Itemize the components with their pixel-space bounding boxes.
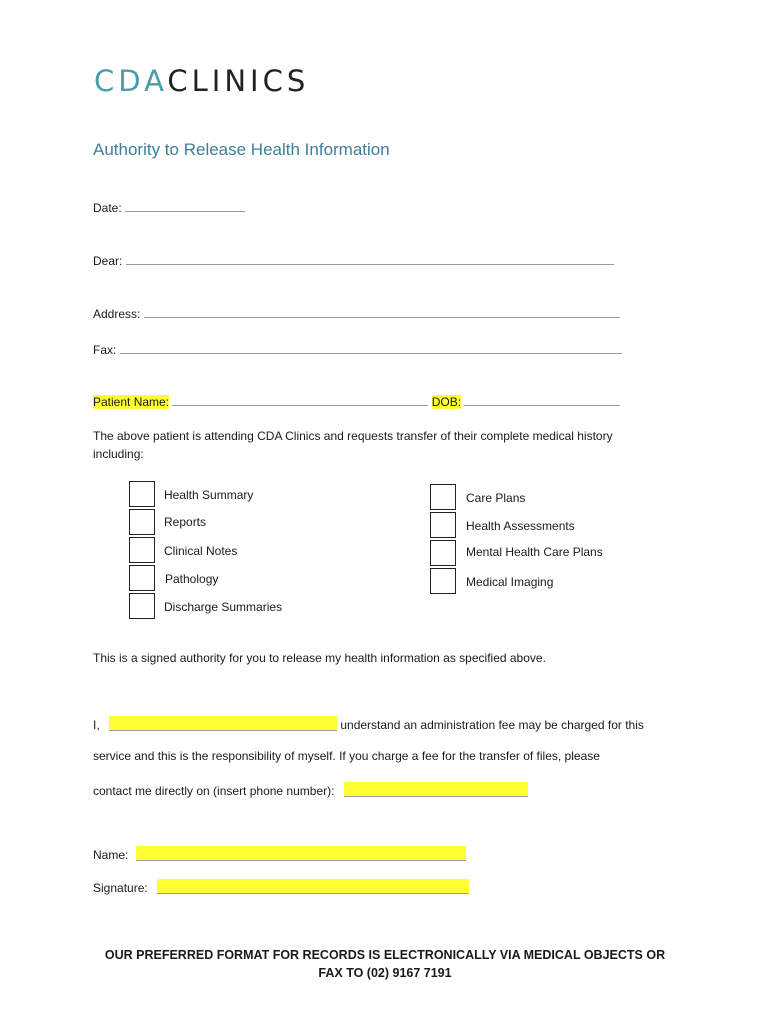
logo-part-cda: CDA — [94, 64, 168, 98]
fee-suffix: understand an administration fee may be charged for this — [340, 718, 644, 732]
name-label: Name: — [93, 848, 129, 862]
label-health-assessments: Health Assessments — [466, 519, 575, 533]
signature-label: Signature: — [93, 881, 148, 895]
date-field[interactable] — [125, 199, 245, 212]
footer-note — [0, 946, 770, 982]
fax-row — [93, 341, 622, 357]
address-field[interactable] — [144, 305, 620, 318]
fee-line-2: service and this is the responsibility of myself. If you charge a fee for the transfer of files, please — [93, 749, 600, 763]
patient-name-field[interactable] — [172, 393, 428, 406]
address-label: Address: — [93, 307, 141, 321]
label-clinical-notes: Clinical Notes — [164, 544, 238, 558]
checkbox-health-assessments[interactable] — [430, 512, 456, 538]
patient-row — [93, 393, 620, 409]
name-row — [93, 846, 466, 862]
address-row — [93, 305, 620, 321]
patient-name-declaration-field[interactable] — [109, 716, 337, 731]
checkbox-discharge-summaries[interactable] — [129, 593, 155, 619]
authority-statement: This is a signed authority for you to release my health information as specified above. — [93, 651, 546, 665]
fee-prefix: I, — [93, 718, 100, 732]
intro-line-2: including: — [93, 447, 144, 461]
signature-row — [93, 879, 469, 895]
label-reports: Reports — [164, 515, 207, 529]
label-pathology: Pathology — [165, 572, 219, 586]
fee-line-3 — [93, 782, 528, 798]
dear-row — [93, 252, 614, 268]
patient-name-label: Patient Name: — [93, 395, 170, 409]
checkbox-medical-imaging[interactable] — [430, 568, 456, 594]
checkbox-mental-health-care-plans[interactable] — [430, 540, 456, 566]
label-care-plans: Care Plans — [466, 491, 526, 505]
date-row — [93, 199, 245, 215]
checkbox-care-plans[interactable] — [430, 484, 456, 510]
footer-line-2: FAX TO (02) 9167 7191 — [318, 966, 452, 980]
dob-label: DOB: — [431, 395, 462, 409]
dear-field[interactable] — [126, 252, 614, 265]
label-health-summary: Health Summary — [164, 488, 254, 502]
phone-number-field[interactable] — [344, 782, 528, 797]
clinic-logo — [94, 64, 309, 98]
fee-line-1 — [93, 716, 644, 732]
label-mental-health-care-plans: Mental Health Care Plans — [466, 545, 603, 559]
phone-label: contact me directly on (insert phone number): — [93, 784, 335, 798]
logo-part-clinics: CLINICS — [167, 64, 310, 98]
intro-line-1: The above patient is attending CDA Clinics and requests transfer of their complete medical history — [93, 429, 613, 443]
label-medical-imaging: Medical Imaging — [466, 575, 554, 589]
checkbox-pathology[interactable] — [129, 565, 155, 591]
checkbox-health-summary[interactable] — [129, 481, 155, 507]
checkbox-clinical-notes[interactable] — [129, 537, 155, 563]
signature-field[interactable] — [157, 879, 469, 894]
fax-field[interactable] — [120, 341, 622, 354]
label-discharge-summaries: Discharge Summaries — [164, 600, 283, 614]
dear-label: Dear: — [93, 254, 123, 268]
fax-label: Fax: — [93, 343, 117, 357]
footer-line-1: OUR PREFERRED FORMAT FOR RECORDS IS ELECTRONICALLY VIA MEDICAL OBJECTS OR — [104, 948, 666, 962]
name-field[interactable] — [136, 846, 466, 861]
dob-field[interactable] — [464, 393, 620, 406]
page-title: Authority to Release Health Information — [93, 140, 390, 159]
checkbox-reports[interactable] — [129, 509, 155, 535]
date-label: Date: — [93, 201, 122, 215]
